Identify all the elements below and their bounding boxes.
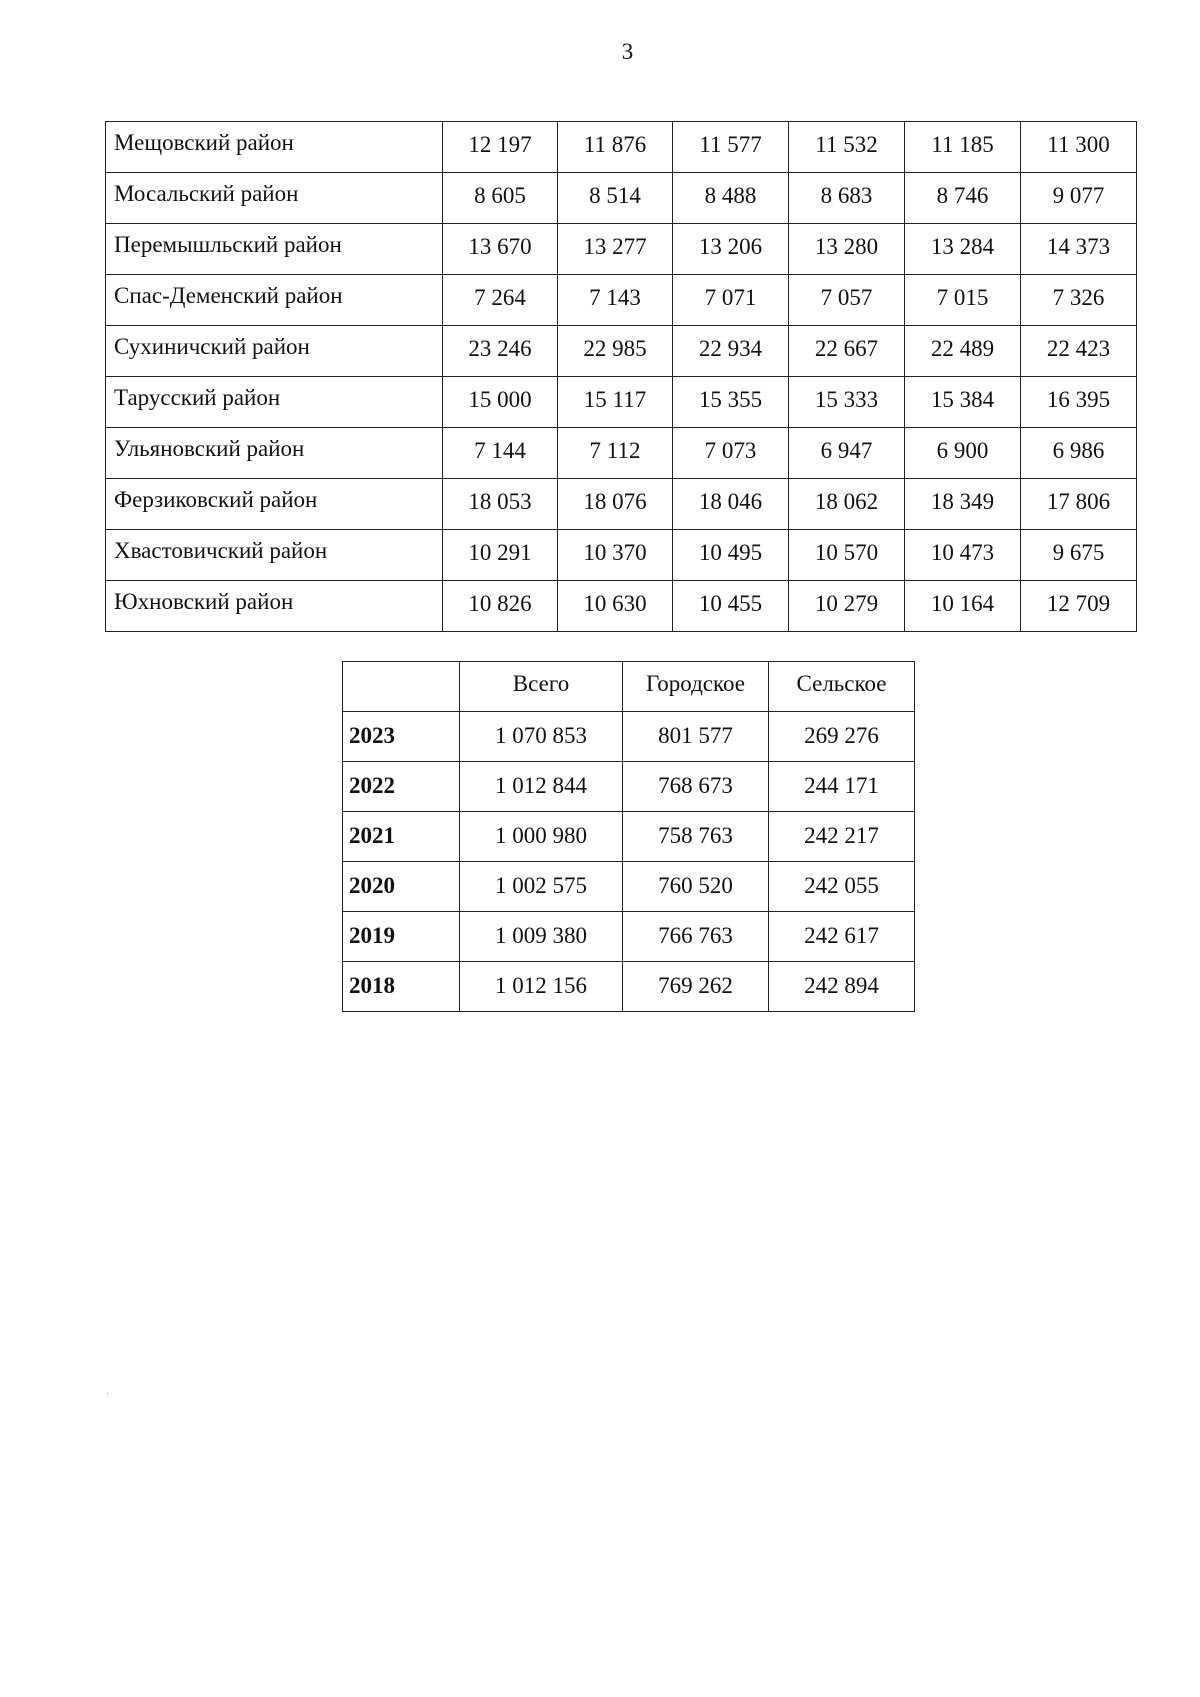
district-value-cell: 22 667 xyxy=(789,326,905,377)
totals-header-cell xyxy=(343,662,460,712)
totals-header-cell: Сельское xyxy=(769,662,915,712)
totals-value-cell: 1 000 980 xyxy=(460,812,623,862)
totals-row xyxy=(343,912,915,962)
district-value-cell: 18 046 xyxy=(673,479,789,530)
totals-value-cell: 242 055 xyxy=(769,862,915,912)
page-number: 3 xyxy=(621,39,634,64)
totals-header-cell: Городское xyxy=(623,662,769,712)
district-value-cell: 6 947 xyxy=(789,428,905,479)
totals-value-cell: 766 763 xyxy=(623,912,769,962)
district-value-cell: 18 076 xyxy=(558,479,673,530)
district-value-cell: 7 073 xyxy=(673,428,789,479)
district-value-cell: 8 746 xyxy=(905,173,1021,224)
totals-value-cell: 768 673 xyxy=(623,762,769,812)
totals-value-cell: 760 520 xyxy=(623,862,769,912)
totals-row xyxy=(343,762,915,812)
year-cell: 2019 xyxy=(343,912,460,962)
year-cell: 2022 xyxy=(343,762,460,812)
district-value-cell: 7 144 xyxy=(443,428,558,479)
year-cell: 2018 xyxy=(343,962,460,1012)
totals-value-cell: 1 009 380 xyxy=(460,912,623,962)
district-value-cell: 16 395 xyxy=(1021,377,1137,428)
region-totals-table xyxy=(342,661,915,1012)
district-value-cell: 7 071 xyxy=(673,275,789,326)
district-value-cell: 10 370 xyxy=(558,530,673,581)
totals-header-cell: Всего xyxy=(460,662,623,712)
district-row xyxy=(106,428,1137,479)
district-value-cell: 13 280 xyxy=(789,224,905,275)
districts-population-table xyxy=(105,121,1137,632)
district-value-cell: 11 185 xyxy=(905,122,1021,173)
district-value-cell: 10 495 xyxy=(673,530,789,581)
district-name-cell: Перемышльский район xyxy=(106,224,443,275)
district-value-cell: 14 373 xyxy=(1021,224,1137,275)
totals-value-cell: 758 763 xyxy=(623,812,769,862)
district-value-cell: 23 246 xyxy=(443,326,558,377)
district-value-cell: 22 489 xyxy=(905,326,1021,377)
district-value-cell: 12 709 xyxy=(1021,581,1137,632)
district-row xyxy=(106,275,1137,326)
district-value-cell: 10 291 xyxy=(443,530,558,581)
district-value-cell: 13 670 xyxy=(443,224,558,275)
totals-value-cell: 801 577 xyxy=(623,712,769,762)
district-value-cell: 18 053 xyxy=(443,479,558,530)
totals-header-row xyxy=(343,662,915,712)
district-value-cell: 22 934 xyxy=(673,326,789,377)
district-name-cell: Ульяновский район xyxy=(106,428,443,479)
totals-row xyxy=(343,812,915,862)
totals-row xyxy=(343,962,915,1012)
district-value-cell: 8 683 xyxy=(789,173,905,224)
district-value-cell: 10 630 xyxy=(558,581,673,632)
district-value-cell: 7 143 xyxy=(558,275,673,326)
district-value-cell: 13 206 xyxy=(673,224,789,275)
totals-value-cell: 1 070 853 xyxy=(460,712,623,762)
district-name-cell: Хвастовичский район xyxy=(106,530,443,581)
district-value-cell: 7 112 xyxy=(558,428,673,479)
year-cell: 2020 xyxy=(343,862,460,912)
district-value-cell: 11 876 xyxy=(558,122,673,173)
district-name-cell: Ферзиковский район xyxy=(106,479,443,530)
district-name-cell: Спас-Деменский район xyxy=(106,275,443,326)
district-value-cell: 6 986 xyxy=(1021,428,1137,479)
district-name-cell: Сухиничский район xyxy=(106,326,443,377)
district-value-cell: 22 423 xyxy=(1021,326,1137,377)
district-value-cell: 8 514 xyxy=(558,173,673,224)
district-value-cell: 11 300 xyxy=(1021,122,1137,173)
district-value-cell: 11 577 xyxy=(673,122,789,173)
district-row xyxy=(106,581,1137,632)
district-value-cell: 15 000 xyxy=(443,377,558,428)
district-name-cell: Юхновский район xyxy=(106,581,443,632)
district-row xyxy=(106,479,1137,530)
totals-value-cell: 1 012 844 xyxy=(460,762,623,812)
district-name-cell: Мосальский район xyxy=(106,173,443,224)
district-value-cell: 8 605 xyxy=(443,173,558,224)
district-value-cell: 7 326 xyxy=(1021,275,1137,326)
totals-table-body xyxy=(343,662,915,1012)
year-cell: 2021 xyxy=(343,812,460,862)
totals-value-cell: 244 171 xyxy=(769,762,915,812)
district-value-cell: 7 264 xyxy=(443,275,558,326)
district-value-cell: 15 333 xyxy=(789,377,905,428)
district-value-cell: 10 455 xyxy=(673,581,789,632)
district-value-cell: 8 488 xyxy=(673,173,789,224)
totals-value-cell: 1 002 575 xyxy=(460,862,623,912)
totals-value-cell: 242 217 xyxy=(769,812,915,862)
district-value-cell: 22 985 xyxy=(558,326,673,377)
totals-value-cell: 242 894 xyxy=(769,962,915,1012)
district-value-cell: 15 355 xyxy=(673,377,789,428)
district-row xyxy=(106,530,1137,581)
district-value-cell: 7 057 xyxy=(789,275,905,326)
district-value-cell: 18 349 xyxy=(905,479,1021,530)
totals-value-cell: 1 012 156 xyxy=(460,962,623,1012)
district-row xyxy=(106,122,1137,173)
totals-value-cell: 769 262 xyxy=(623,962,769,1012)
district-value-cell: 6 900 xyxy=(905,428,1021,479)
district-value-cell: 9 077 xyxy=(1021,173,1137,224)
district-value-cell: 10 279 xyxy=(789,581,905,632)
district-value-cell: 12 197 xyxy=(443,122,558,173)
district-name-cell: Тарусский район xyxy=(106,377,443,428)
district-value-cell: 13 284 xyxy=(905,224,1021,275)
district-value-cell: 11 532 xyxy=(789,122,905,173)
district-value-cell: 10 826 xyxy=(443,581,558,632)
district-row xyxy=(106,326,1137,377)
totals-value-cell: 269 276 xyxy=(769,712,915,762)
district-row xyxy=(106,173,1137,224)
district-value-cell: 9 675 xyxy=(1021,530,1137,581)
district-value-cell: 15 384 xyxy=(905,377,1021,428)
totals-row xyxy=(343,712,915,762)
totals-row xyxy=(343,862,915,912)
district-value-cell: 10 164 xyxy=(905,581,1021,632)
district-value-cell: 10 570 xyxy=(789,530,905,581)
district-value-cell: 7 015 xyxy=(905,275,1021,326)
districts-table-body xyxy=(106,122,1137,632)
district-value-cell: 18 062 xyxy=(789,479,905,530)
totals-value-cell: 242 617 xyxy=(769,912,915,962)
year-cell: 2023 xyxy=(343,712,460,762)
district-value-cell: 15 117 xyxy=(558,377,673,428)
district-name-cell: Мещовский район xyxy=(106,122,443,173)
district-row xyxy=(106,224,1137,275)
district-value-cell: 17 806 xyxy=(1021,479,1137,530)
district-row xyxy=(106,377,1137,428)
district-value-cell: 10 473 xyxy=(905,530,1021,581)
district-value-cell: 13 277 xyxy=(558,224,673,275)
scan-artifact-dot xyxy=(107,1393,108,1394)
